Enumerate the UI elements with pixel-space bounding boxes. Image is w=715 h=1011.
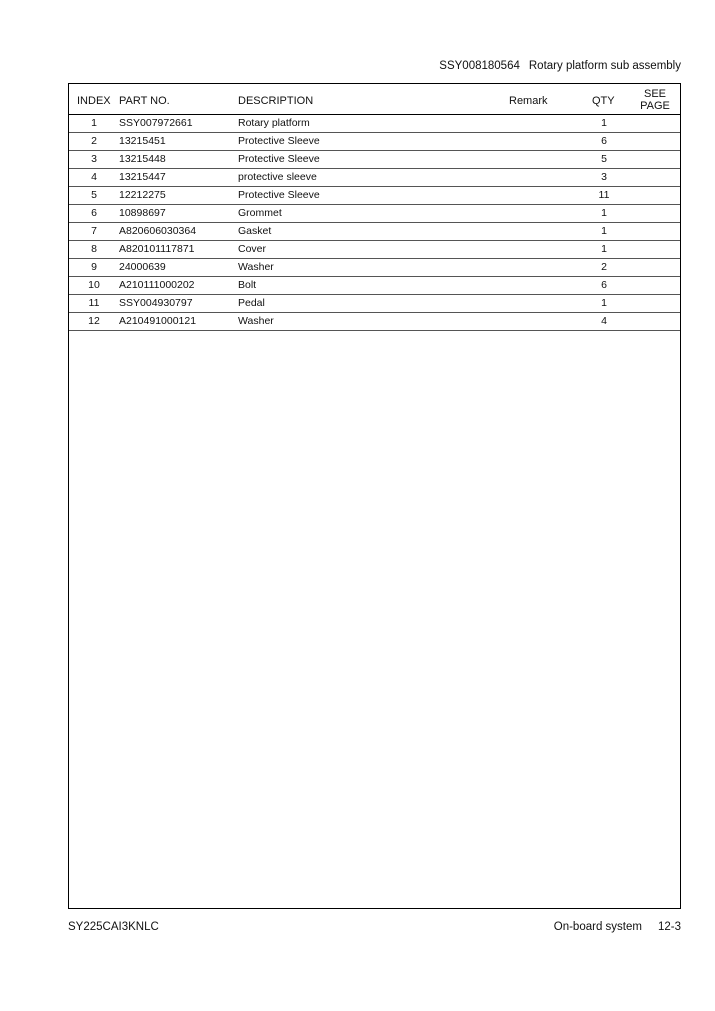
cell-qty: 1 (601, 243, 607, 255)
cell-description: Cover (238, 243, 267, 255)
cell-description: Pedal (238, 297, 265, 309)
cell-part-no: 13215448 (119, 153, 166, 165)
cell-qty: 3 (601, 171, 607, 183)
cell-index: 7 (91, 225, 97, 237)
see-page-line1: SEE (643, 88, 666, 100)
cell-description: Washer (238, 315, 274, 327)
cell-part-no: SSY007972661 (119, 117, 193, 129)
cell-index: 4 (91, 171, 97, 183)
cell-part-no: A210111000202 (119, 279, 195, 291)
table-row (69, 259, 680, 277)
table-row (69, 313, 680, 331)
cell-qty: 5 (601, 153, 607, 165)
assembly-code: SSY008180564 (439, 60, 520, 72)
cell-index: 12 (88, 315, 100, 327)
cell-description: Rotary platform (238, 117, 310, 129)
cell-part-no: 13215447 (119, 171, 166, 183)
cell-part-no: A820101117871 (119, 243, 195, 255)
cell-part-no: 24000639 (119, 261, 166, 273)
footer-model: SY225CAI3KNLC (68, 921, 159, 933)
footer-page-number: 12-3 (657, 921, 681, 933)
col-header-qty: QTY (592, 95, 615, 107)
table-row (69, 187, 680, 205)
cell-index: 11 (88, 297, 100, 309)
table-row (69, 133, 680, 151)
cell-index: 8 (91, 243, 97, 255)
cell-index: 3 (91, 153, 97, 165)
table-row (69, 241, 680, 259)
cell-qty: 6 (601, 135, 607, 147)
table-row (69, 169, 680, 187)
cell-description: Gasket (238, 225, 272, 237)
table-row (69, 115, 680, 133)
cell-description: Protective Sleeve (238, 135, 320, 147)
cell-part-no: A820606030364 (119, 225, 197, 237)
cell-description: protective sleeve (238, 171, 317, 183)
cell-qty: 1 (601, 297, 607, 309)
cell-index: 9 (91, 261, 97, 273)
cell-index: 5 (91, 189, 97, 201)
table-row (69, 223, 680, 241)
cell-index: 2 (91, 135, 97, 147)
table-body (69, 115, 680, 331)
cell-qty: 11 (598, 189, 610, 201)
cell-description: Protective Sleeve (238, 153, 320, 165)
cell-description: Washer (238, 261, 274, 273)
cell-part-no: 13215451 (119, 135, 166, 147)
cell-description: Grommet (238, 207, 282, 219)
col-header-description: DESCRIPTION (238, 95, 314, 107)
cell-qty: 6 (601, 279, 607, 291)
cell-index: 6 (91, 207, 97, 219)
cell-qty: 1 (601, 207, 607, 219)
assembly-name: Rotary platform sub assembly (528, 60, 681, 72)
see-page-line2: PAGE (640, 100, 670, 112)
cell-qty: 4 (601, 315, 607, 327)
col-header-see-page (631, 88, 679, 112)
col-header-part-no: PART NO. (119, 95, 170, 107)
cell-part-no: 12212275 (119, 189, 166, 201)
cell-qty: 2 (601, 261, 607, 273)
cell-description: Protective Sleeve (238, 189, 320, 201)
table-row (69, 151, 680, 169)
table-row (69, 205, 680, 223)
cell-part-no: A210491000121 (119, 315, 197, 327)
cell-description: Bolt (238, 279, 257, 291)
table-row (69, 277, 680, 295)
col-header-remark: Remark (509, 95, 548, 107)
footer-right (554, 921, 681, 933)
footer-section: On-board system (553, 921, 642, 933)
cell-qty: 1 (601, 117, 607, 129)
cell-index: 10 (88, 279, 100, 291)
cell-part-no: 10898697 (119, 207, 166, 219)
cell-index: 1 (91, 117, 97, 129)
cell-part-no: SSY004930797 (119, 297, 193, 309)
page-header (439, 60, 681, 72)
table-row (69, 295, 680, 313)
parts-table (68, 83, 681, 909)
cell-qty: 1 (601, 225, 607, 237)
col-header-index: INDEX (77, 95, 111, 107)
